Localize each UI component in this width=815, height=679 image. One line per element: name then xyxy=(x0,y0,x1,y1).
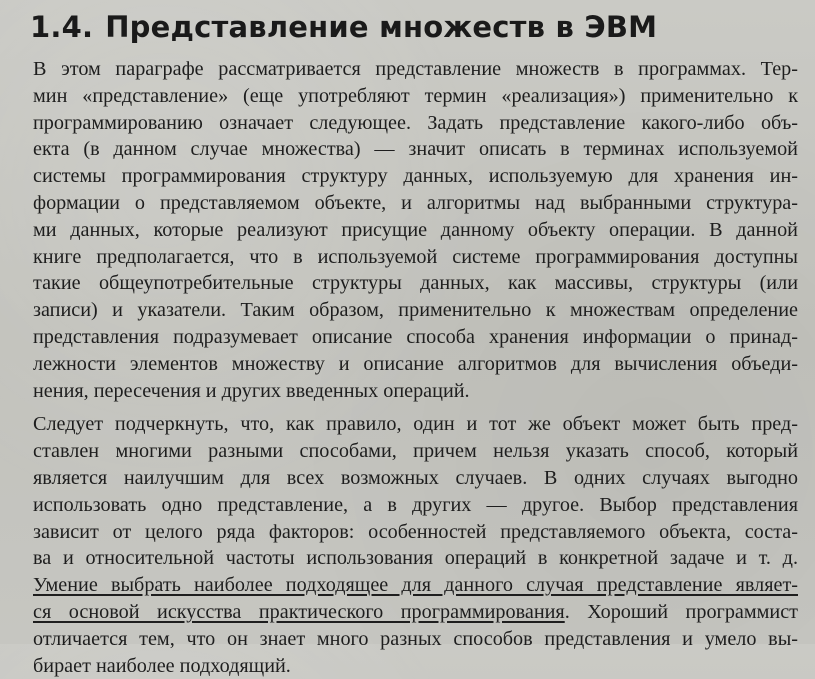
text-line: зависит от целого ряда факторов: особенностей представляемого объекта, соста- xyxy=(33,520,798,543)
text-fragment: . Хороший программист xyxy=(564,600,799,623)
text-line: представления подразумевает описание способа хранения информации о принад- xyxy=(33,325,798,348)
text-line: ми данных, которые реализуют присущие данному объекту операции. В данной xyxy=(33,218,798,241)
section-number: 1.4. xyxy=(30,10,94,44)
text-line: программированию означает следующее. Задать представление какого-либо объ- xyxy=(33,111,798,134)
text-line: Следует подчеркнуть, что, как правило, один и тот же объект может быть пред- xyxy=(33,413,798,436)
underlined-emphasis: Умение выбрать наиболее подходящее для данного случая представление являет- xyxy=(33,574,798,597)
underlined-text-line xyxy=(33,572,798,599)
text-line: нения, пересечения и других введенных операций. xyxy=(33,379,470,402)
text-line: формации о представляемом объекте, и алгоритмы над выбранными структура- xyxy=(33,191,798,214)
text-line: является наилучшим для всех возможных случаев. В одних случаях выгодно xyxy=(33,466,798,489)
paragraph-1 xyxy=(33,56,798,404)
section-title: Представление множеств в ЭВМ xyxy=(105,10,658,44)
text-line: екта (в данном случае множества) — значит описать в терминах используемой xyxy=(33,138,798,161)
text-line: системы программирования структуру данных, используемую для хранения ин- xyxy=(33,165,798,188)
text-line xyxy=(33,599,798,626)
paragraph-2 xyxy=(33,411,798,679)
underlined-emphasis: ся основой искусства практического программирования xyxy=(33,600,565,623)
text-line: книге предполагается, что в используемой системе программирования доступны xyxy=(33,245,798,268)
text-line: использовать одно представление, а в других — другое. Выбор представления xyxy=(33,493,798,516)
text-line: мин «представление» (еще употребляют термин «реализация») применительно к xyxy=(33,84,798,107)
text-line: отличается тем, что он знает много разных способов представления и умело вы- xyxy=(33,627,798,650)
text-line: В этом параграфе рассматривается представление множеств в программах. Тер- xyxy=(33,58,798,80)
body-text xyxy=(33,56,798,679)
text-line: ва и относительной частоты использования операций в конкретной задаче и т. д. xyxy=(33,547,798,570)
text-line: такие общеупотребительные структуры данных, как массивы, структуры (или xyxy=(33,272,798,295)
text-line: ставлен многими разными способами, причем нельзя указать способ, который xyxy=(33,440,798,463)
section-heading xyxy=(30,10,657,44)
text-line: записи) и указатели. Таким образом, применительно к множествам определение xyxy=(33,299,798,322)
text-line: лежности элементов множеству и описание алгоритмов для вычисления объеди- xyxy=(33,352,798,375)
paragraph-gap xyxy=(33,404,798,411)
text-line: бирает наиболее подходящий. xyxy=(33,654,291,677)
